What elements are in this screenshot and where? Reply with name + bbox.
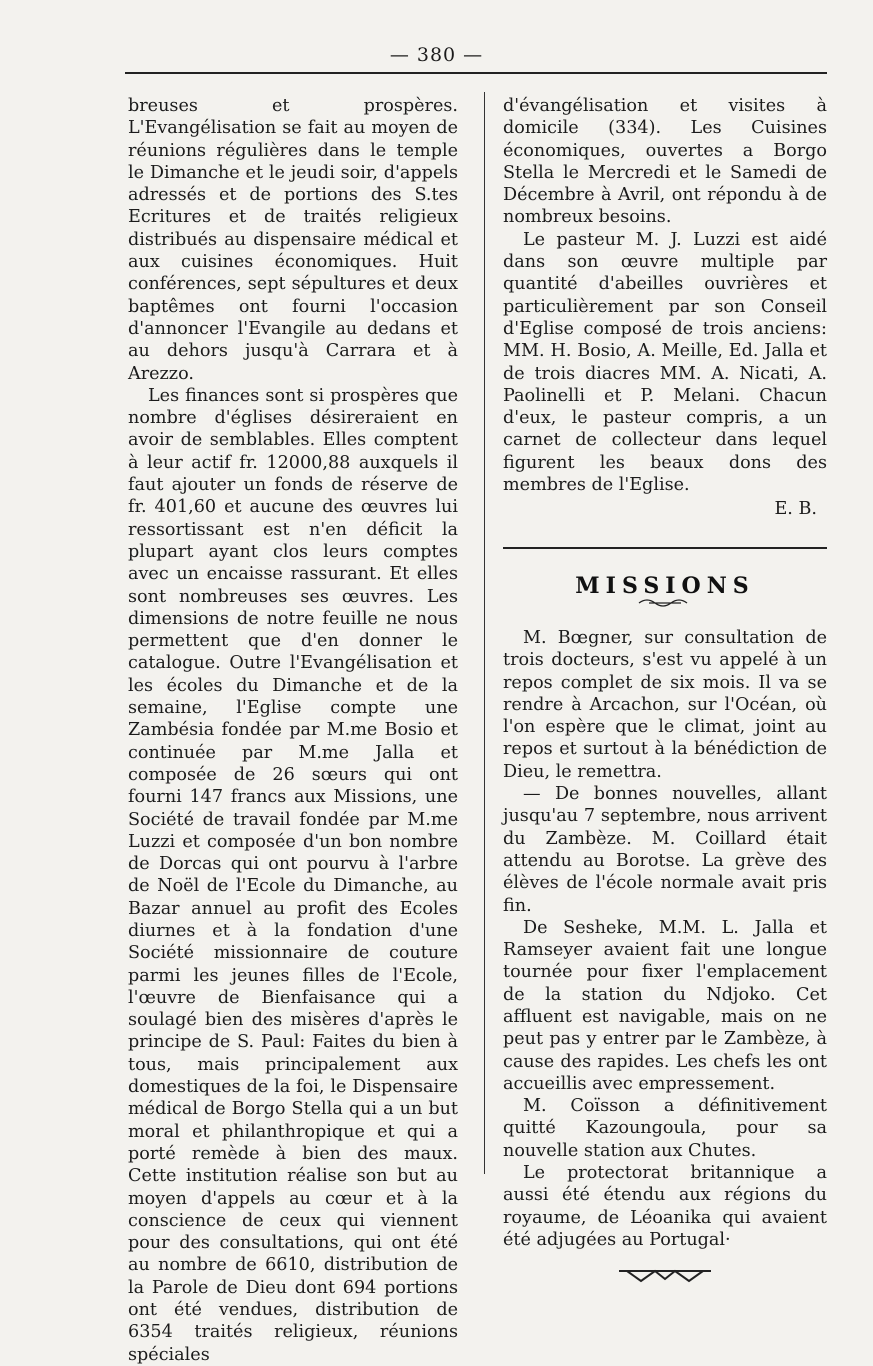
header-rule	[125, 72, 827, 74]
section-title-missions: MISSIONS	[575, 572, 755, 599]
right-paragraph-2: Le pasteur M. J. Luzzi est aidé dans son œuvre multiple par quantité d'abeilles ouvrières et particulièrement par son Conseil d'Eglise composé de trois anciens: MM. H. Bosio, A. Meille, Ed. Jalla et de trois diacres MM. A. Nicati, A. Paolinelli et P. Melani. Chacun d'eux, le pasteur compris, a un carnet de collecteur dans lequel figurent les beaux dons des membres de l'Eglise.	[503, 229, 827, 496]
left-paragraph-1: breuses et prospères. L'Evangélisation se fait au moyen de réunions régulières dans le temple le Dimanche et le jeudi soir, d'appels adressés et de portions des S.tes Ecritures et de traités religieux distribués au dispensaire médical et aux cuisines économiques. Huit conférences, sept sépultures et deux baptêmes ont fourni l'occasion d'annoncer l'Evangile au dedans et au dehors jusqu'à Carrara et à Arezzo.	[128, 96, 458, 384]
right-column	[503, 95, 827, 1285]
title-ornament-icon	[635, 597, 695, 609]
missions-paragraph-3: De Sesheke, M.M. L. Jalla et Ramseyer avaient fait une longue tournée pour fixer l'emplacement de la station du Ndjoko. Cet affluent est navigable, mais on ne peut pas y entrer par le Zambèze, à cause des rapides. Les chefs les ont accueillis avec empressement.	[503, 917, 827, 1094]
left-column	[128, 95, 458, 1366]
left-paragraph-2: Les finances sont si prospères que nombre d'églises désireraient en avoir de semblables. Elles comptent à leur actif fr. 12000,88 auxquels il faut ajouter un fonds de réserve de fr. 401,60 et aucune des œuvres lui ressortissant est n'en déficit la plupart ayant clos leurs comptes avec un encaisse rassurant. Et elles sont nombreuses ses œuvres. Les dimensions de notre feuille ne nous permettent que d'en donner le catalogue. Outre l'Evangélisation et les écoles du Dimanche et de la semaine, l'Eglise compte une Zambésia fondée par M.me Bosio et continuée par M.me Jalla et composée de 26 sœurs qui ont fourni 147 francs aux Missions, une Société de travail fondée par M.me Luzzi et composée d'un bon nombre de Dorcas qui ont pourvu à l'arbre de Noël de l'Ecole du Dimanche, au Bazar annuel au profit des Ecoles diurnes et à la fondation d'une Société missionnaire de couture parmi les jeunes filles de l'Ecole, l'œuvre de Bienfaisance qui a soulagé bien des misères d'après le principe de S. Paul: Faites du bien à tous, mais principalement aux domestiques de la foi, le Dispensaire médical de Borgo Stella qui a un but moral et philanthropique et qui a porté remède à bien des maux. Cette institution réalise son but au moyen d'appels au cœur et à la conscience de ceux qui viennent pour des consultations, qui ont été au nombre de 6610, distribution de la Parole de Dieu dont 694 portions ont été vendues, distribution de 6354 traités religieux, réunions spéciales	[128, 385, 458, 1365]
right-paragraph-1: d'évangélisation et visites à domicile (334). Les Cuisines économiques, ouvertes a Borgo Stella le Mercredi et le Samedi de Décembre à Avril, ont répondu à de nombreux besoins.	[503, 96, 827, 228]
missions-paragraph-1: M. Bœgner, sur consultation de trois docteurs, s'est vu appelé à un repos complet de six mois. Il va se rendre à Arcachon, sur l'Océan, où l'on espère que le climat, joint au repos et surtout à la bénédiction de Dieu, le remettra.	[503, 627, 827, 782]
missions-paragraph-5: Le protectorat britannique a aussi été étendu aux régions du royaume, de Léoanika qui avaient été adjugées au Portugal·	[503, 1163, 827, 1250]
missions-paragraph-4: M. Coïsson a définitivement quitté Kazoungoula, pour sa nouvelle station aux Chutes.	[503, 1096, 827, 1161]
page-number: — 380 —	[389, 44, 484, 66]
column-divider	[484, 92, 485, 1174]
missions-paragraph-2: — De bonnes nouvelles, allant jusqu'au 7 septembre, nous arrivent du Zambèze. M. Coillard était attendu au Borotse. La grève des élèves de l'école normale avait pris fin.	[503, 784, 827, 916]
section-rule	[503, 547, 827, 549]
end-ornament-icon	[617, 1267, 713, 1285]
signature: E. B.	[774, 499, 817, 520]
